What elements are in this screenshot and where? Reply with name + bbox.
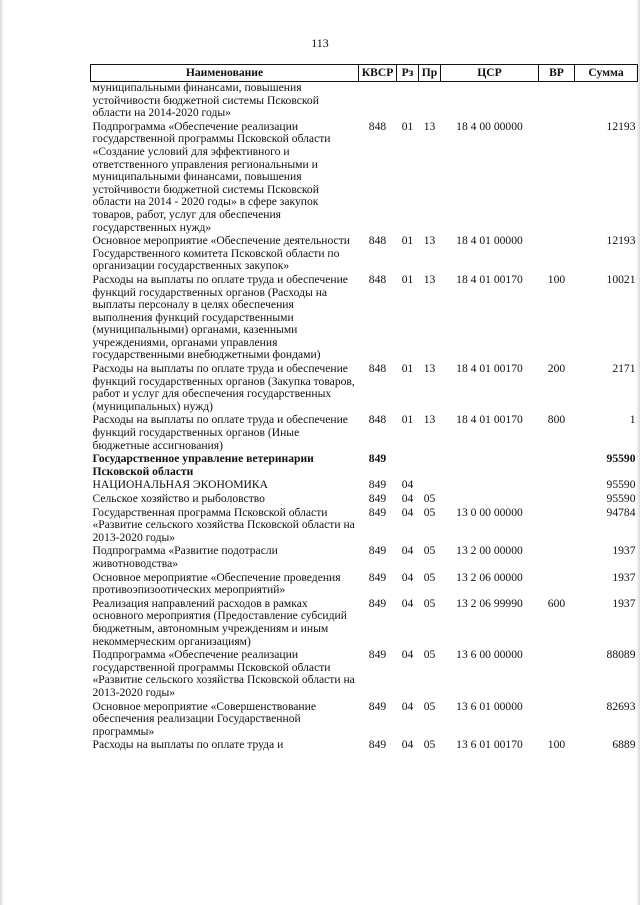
cell-name: Расходы на выплаты по оплате труда и обеспечение функций государственных органов (Расходы на выплаты персоналу в целях обеспечения выполнения функций государственными (муниципальными) органами, казенными учреждениями, органами управления государственными внебюджетными фондами) <box>92 272 348 362</box>
cell-sum: 95590 <box>606 492 636 505</box>
cell-vr: 200 <box>547 362 566 376</box>
cell-sum: 82693 <box>606 699 636 713</box>
header-pr: Пр <box>419 65 441 82</box>
cell-rz: 04 <box>401 478 414 492</box>
cell-rz: 04 <box>401 505 414 519</box>
cell-rz: 01 <box>401 362 414 376</box>
cell-rz: 04 <box>401 570 414 584</box>
cell-sum: 6889 <box>612 738 636 752</box>
cell-kvsr: 849 <box>368 452 387 466</box>
cell-sum: 12193 <box>606 119 636 133</box>
cell-rz: 04 <box>401 544 414 558</box>
cell-kvsr: 849 <box>368 596 387 610</box>
cell-csr: 13 6 01 00170 <box>456 738 523 752</box>
scan-edge-left <box>0 0 4 905</box>
cell-kvsr: 848 <box>368 362 387 376</box>
cell-kvsr: 849 <box>368 544 387 558</box>
cell-csr: 18 4 01 00170 <box>456 362 523 376</box>
table-row <box>91 413 638 452</box>
cell-vr <box>539 492 575 506</box>
cell-sum: 1937 <box>612 544 636 558</box>
cell-sum: 1 <box>629 413 636 427</box>
cell-pr: 05 <box>423 699 436 713</box>
cell-pr: 13 <box>423 413 436 427</box>
cell-name: Расходы на выплаты по оплате труда и <box>92 738 284 752</box>
cell-rz: 04 <box>401 492 414 505</box>
header-kvsr: КВСР <box>359 65 397 82</box>
table-row <box>91 452 638 478</box>
cell-pr: 05 <box>423 544 436 558</box>
cell-kvsr: 849 <box>368 648 387 662</box>
cell-kvsr: 848 <box>368 234 387 248</box>
cell-pr: 05 <box>423 505 436 519</box>
cell-pr: 13 <box>423 272 436 286</box>
cell-csr: 18 4 01 00000 <box>456 234 523 248</box>
cell-vr <box>539 648 575 699</box>
cell-csr: 13 0 00 00000 <box>456 505 523 519</box>
cell-sum: 95590 <box>606 478 636 492</box>
cell-vr: 100 <box>547 738 566 752</box>
cell-pr <box>419 82 441 120</box>
cell-csr <box>441 478 539 492</box>
cell-sum: 10021 <box>606 272 636 286</box>
table-row <box>91 478 638 492</box>
cell-kvsr: 848 <box>368 413 387 427</box>
cell-name: Основное мероприятие «Обеспечение деятельности Государственного комитета Псковской области по организации государственных закупок» <box>92 234 350 273</box>
cell-rz: 04 <box>401 738 414 752</box>
cell-csr: 18 4 01 00170 <box>456 413 523 427</box>
cell-csr <box>441 82 539 120</box>
cell-name: Подпрограмма «Обеспечение реализации государственной программы Псковской области «Развитие сельского хозяйства Псковской области на 2013-2020 годы» <box>92 648 355 699</box>
cell-kvsr: 849 <box>368 570 387 584</box>
cell-rz: 01 <box>401 413 414 427</box>
cell-pr: 05 <box>423 570 436 584</box>
table-row <box>91 544 638 570</box>
cell-csr <box>441 492 539 506</box>
cell-vr <box>539 571 575 597</box>
cell-csr: 13 2 00 00000 <box>456 544 523 558</box>
cell-pr: 05 <box>423 738 436 752</box>
cell-name: Реализация направлений расходов в рамках основного мероприятия (Предоставление субсидий бюджетным, автономным учреждениям и иным некоммерческим организациям) <box>92 596 347 648</box>
cell-vr <box>539 120 575 234</box>
cell-vr <box>539 452 575 478</box>
cell-kvsr: 849 <box>368 738 387 752</box>
cell-pr: 13 <box>423 119 436 133</box>
table-row <box>91 82 638 120</box>
header-sum: Сумма <box>575 65 638 82</box>
cell-csr: 13 2 06 00000 <box>456 570 523 584</box>
cell-pr: 13 <box>423 234 436 248</box>
cell-csr: 13 2 06 99990 <box>456 596 523 610</box>
cell-pr: 05 <box>423 648 436 662</box>
header-name: Наименование <box>91 65 359 82</box>
table-row <box>91 120 638 234</box>
cell-kvsr <box>359 82 397 120</box>
cell-vr <box>539 506 575 545</box>
table-row <box>91 648 638 699</box>
cell-csr: 18 4 01 00170 <box>456 272 523 286</box>
cell-sum: 12193 <box>606 234 636 248</box>
cell-name: Подпрограмма «Развитие подотрасли животноводства» <box>92 544 278 570</box>
table-row <box>91 700 638 739</box>
cell-vr <box>539 700 575 739</box>
cell-name: Основное мероприятие «Обеспечение проведения противоэпизоотических мероприятий» <box>92 570 341 597</box>
cell-vr <box>539 234 575 273</box>
cell-name: Сельское хозяйство и рыболовство <box>92 492 265 505</box>
cell-name: Подпрограмма «Обеспечение реализации государственной программы Псковской области «Создание условий для эффективного и ответственного управления региональными и муниципальными финансами, повышения устойчивости бюджетной системы Псковской области на 2014 - 2020 годы» в сфере закупок товаров, работ, услуг для обеспечения государственных нужд» <box>92 119 331 234</box>
cell-sum: 95590 <box>606 452 636 466</box>
cell-vr <box>539 478 575 492</box>
cell-vr <box>539 82 575 120</box>
cell-kvsr: 848 <box>368 119 387 133</box>
cell-name: муниципальными финансами, повышения устойчивости бюджетной системы Псковской области на 2014-2020 годы» <box>92 81 319 120</box>
cell-name: Государственное управление ветеринарии Псковской области <box>92 452 314 478</box>
cell-rz: 04 <box>401 699 414 713</box>
cell-name: НАЦИОНАЛЬНАЯ ЭКОНОМИКА <box>92 478 269 492</box>
table-row <box>91 273 638 362</box>
cell-csr: 13 6 00 00000 <box>456 648 523 662</box>
cell-pr: 05 <box>423 492 436 505</box>
cell-csr <box>441 452 539 478</box>
cell-rz <box>397 452 419 478</box>
table-row <box>91 506 638 545</box>
cell-sum <box>575 82 638 120</box>
cell-sum: 1937 <box>612 596 636 610</box>
table-row <box>91 597 638 648</box>
cell-rz <box>397 82 419 120</box>
cell-sum: 94784 <box>606 505 636 519</box>
header-csr: ЦСР <box>441 65 539 82</box>
cell-pr <box>419 452 441 478</box>
cell-name: Расходы на выплаты по оплате труда и обеспечение функций государственных органов (Закупка товаров, работ и услуг для обеспечения государственных (муниципальных) нужд) <box>92 362 355 413</box>
cell-vr: 800 <box>547 413 566 427</box>
table-row <box>91 492 638 506</box>
cell-sum: 1937 <box>612 570 636 584</box>
table-row <box>91 234 638 273</box>
table-body <box>91 82 638 752</box>
cell-pr <box>419 478 441 492</box>
cell-rz: 01 <box>401 119 414 133</box>
cell-sum: 88089 <box>606 648 636 662</box>
cell-kvsr: 849 <box>368 699 387 713</box>
header-rz: Рз <box>397 65 419 82</box>
header-vr: ВР <box>539 65 575 82</box>
cell-kvsr: 849 <box>368 492 387 505</box>
budget-table <box>90 64 638 752</box>
table-header-row <box>91 65 638 82</box>
cell-rz: 01 <box>401 272 414 286</box>
cell-name: Основное мероприятие «Совершенствование обеспечения реализации Государственной программы» <box>92 699 316 738</box>
cell-kvsr: 849 <box>368 478 387 492</box>
cell-csr: 18 4 00 00000 <box>456 119 523 133</box>
table-row <box>91 571 638 597</box>
cell-kvsr: 848 <box>368 272 387 286</box>
cell-vr <box>539 544 575 570</box>
page-number: 113 <box>311 36 329 50</box>
table-row <box>91 738 638 752</box>
table-row <box>91 362 638 413</box>
cell-csr: 13 6 01 00000 <box>456 699 523 713</box>
cell-name: Расходы на выплаты по оплате труда и обеспечение функций государственных органов (Иные бюджетные ассигнования) <box>92 413 348 452</box>
cell-vr: 600 <box>547 596 566 610</box>
cell-pr: 05 <box>423 596 436 610</box>
cell-name: Государственная программа Псковской области «Развитие сельского хозяйства Псковской области на 2013-2020 годы» <box>92 505 355 544</box>
cell-rz: 04 <box>401 648 414 662</box>
cell-rz: 01 <box>401 234 414 248</box>
cell-sum: 2171 <box>612 362 636 376</box>
cell-vr: 100 <box>547 272 566 286</box>
cell-pr: 13 <box>423 362 436 376</box>
cell-kvsr: 849 <box>368 505 387 519</box>
cell-rz: 04 <box>401 596 414 610</box>
